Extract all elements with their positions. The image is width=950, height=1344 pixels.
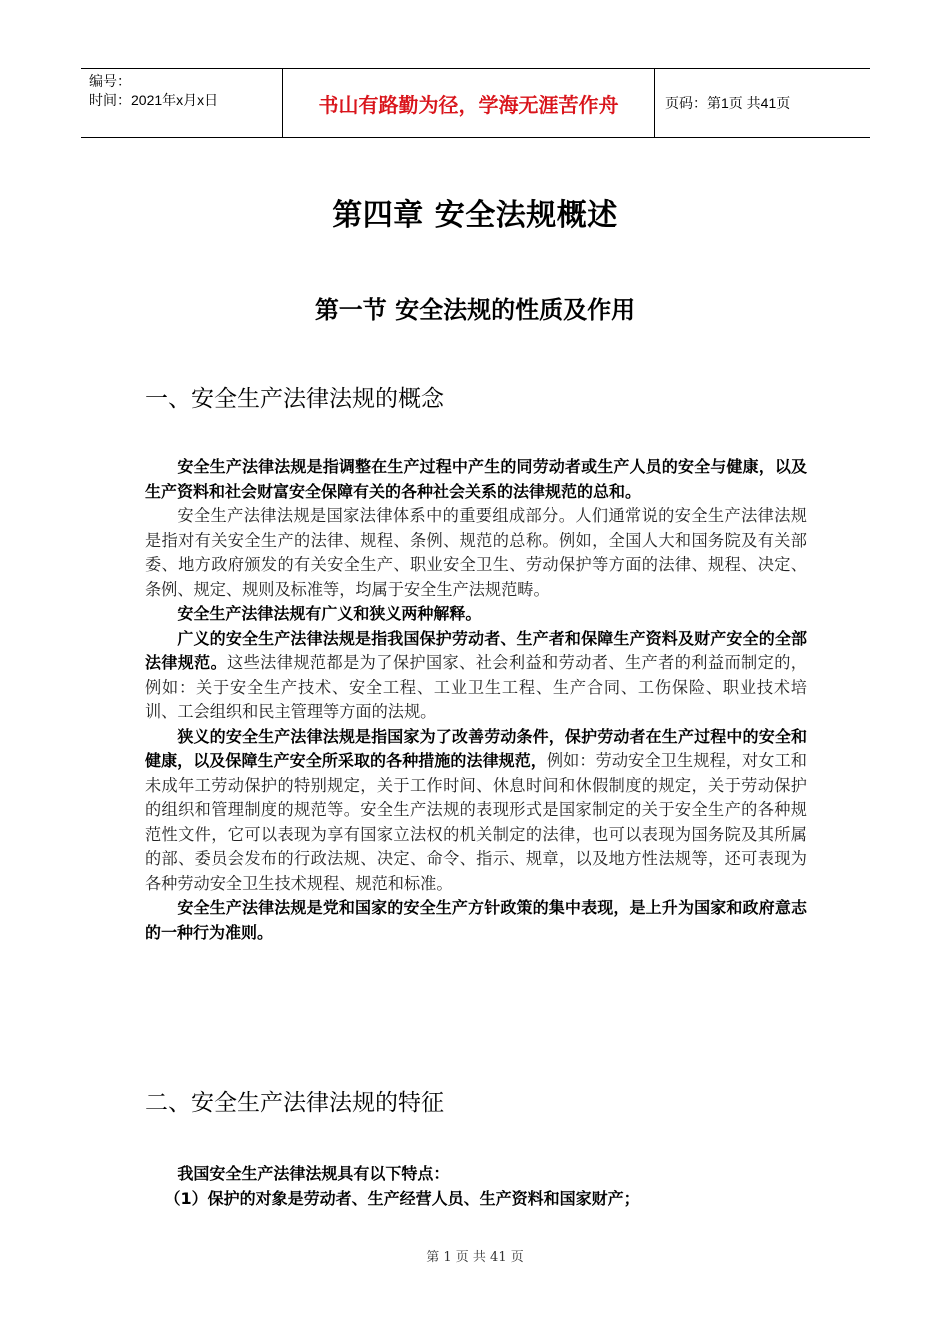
policy-bold: 安全生产法律法规是党和国家的安全生产方针政策的集中表现，是上升为国家和政府意志的一种行为准则。 xyxy=(145,898,807,942)
concept-body xyxy=(145,455,807,945)
heading-features: 二、安全生产法律法规的特征 xyxy=(145,1090,444,1116)
time-label: 时间：2021年x月x日 xyxy=(89,92,219,108)
definition-bold: 安全生产法律法规是指调整在生产过程中产生的同劳动者或生产人员的安全与健康，以及生产资料和社会财富安全保障有关的各种社会关系的法律规范的总和。 xyxy=(145,457,807,501)
paragraph-policy xyxy=(145,896,807,945)
header-page-info: 页码：第1页 共41页 xyxy=(665,95,791,111)
heading-concept: 一、安全生产法律法规的概念 xyxy=(145,386,444,412)
paragraph-feature-1 xyxy=(145,1187,807,1212)
paragraph-features-intro xyxy=(145,1162,807,1187)
page-footer: 第 1 页 共 41 页 xyxy=(426,1250,524,1265)
broad-bold: 广义的安全生产法律法规是指我国保护劳动者、生产者和保障生产资料及财产安全的全部法律规范。 xyxy=(145,628,807,672)
paragraph-two-interpretations xyxy=(145,602,807,627)
features-body xyxy=(145,1162,807,1211)
paragraph-system: 安全生产法律法规是国家法律体系中的重要组成部分。人们通常说的安全生产法律法规是指对有关安全生产的法律、规程、条例、规范的总称。例如，全国人大和国务院及有关部委、地方政府颁发的有关安全生产、职业安全卫生、劳动保护等方面的法律、规程、决定、条例、规定、规则及标准等，均属于安全生产法规范畴。 xyxy=(145,506,807,599)
broad-rest: 这些法律规范都是为了保护国家、社会利益和劳动者、生产者的利益而制定的，例如：关于安全生产技术、安全工程、工业卫生工程、生产合同、工伤保险、职业技术培训、工会组织和民主管理等方面的法规。 xyxy=(145,653,807,721)
paragraph-definition xyxy=(145,455,807,504)
page-header xyxy=(81,68,870,138)
header-meta xyxy=(81,69,283,137)
section-title: 第一节 安全法规的性质及作用 xyxy=(314,296,636,324)
number-label: 编号： xyxy=(89,73,131,89)
paragraph-broad xyxy=(145,627,807,725)
header-motto: 书山有路勤为径，学海无涯苦作舟 xyxy=(283,69,655,137)
narrow-rest: 例如：劳动安全卫生规程，对女工和未成年工劳动保护的特别规定，关于工作时间、休息时间和休假制度的规定，关于劳动保护的组织和管理制度的规范等。安全生产法规的表现形式是国家制定的关于安全生产的各种规范性文件，它可以表现为享有国家立法权的机关制定的法律，也可以表现为国务院及其所属的部、委员会发布的行政法规、决定、命令、指示、规章，以及地方性法规等，还可表现为各种劳动安全卫生技术规程、规范和标准。 xyxy=(145,751,807,893)
two-interpretations-bold: 安全生产法律法规有广义和狭义两种解释。 xyxy=(177,604,482,623)
paragraph-narrow xyxy=(145,725,807,897)
chapter-title: 第四章 安全法规概述 xyxy=(332,198,618,233)
feature-1-bold: （1）保护的对象是劳动者、生产经营人员、生产资料和国家财产； xyxy=(164,1188,640,1208)
features-intro-bold: 我国安全生产法律法规具有以下特点： xyxy=(177,1164,450,1183)
narrow-bold: 狭义的安全生产法律法规是指国家为了改善劳动条件，保护劳动者在生产过程中的安全和健康，以及保障生产安全所采取的各种措施的法律规范， xyxy=(145,726,807,770)
